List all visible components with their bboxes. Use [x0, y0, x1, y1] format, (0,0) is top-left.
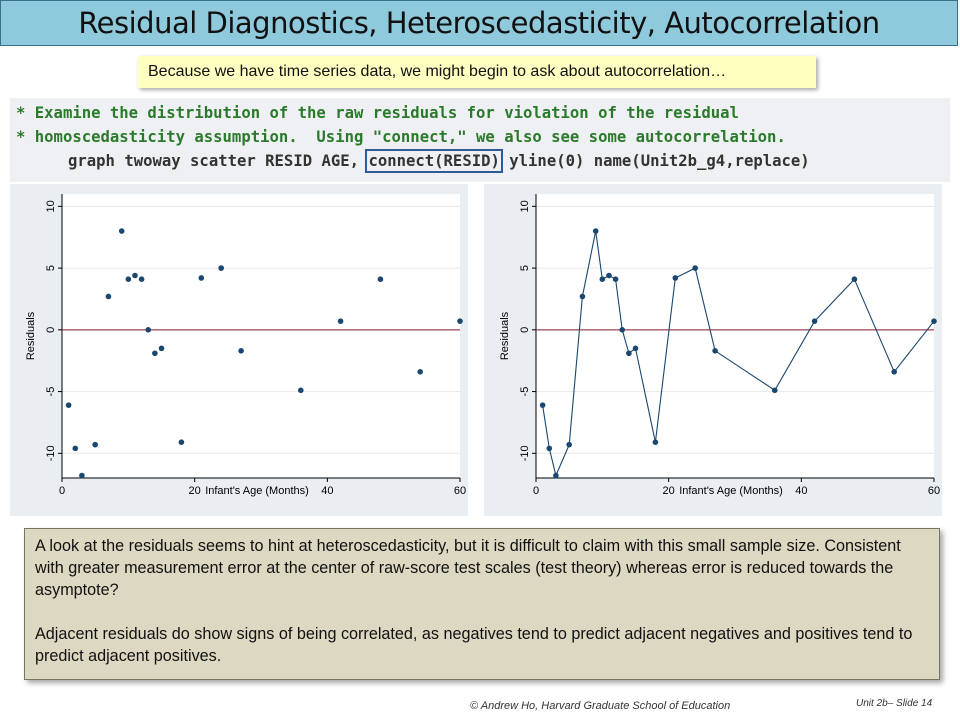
residual-point: [132, 273, 138, 279]
slide-title-bar: [0, 0, 958, 46]
residual-point: [72, 446, 78, 452]
residual-point: [92, 442, 98, 448]
autocorrelation-callout: Because we have time series data, we might begin to ask about autocorrelation…: [138, 56, 816, 88]
residual-point: [378, 276, 384, 282]
y-tick-label: -10: [45, 445, 57, 462]
y-axis-title: Residuals: [25, 311, 37, 361]
residual-point: [812, 318, 818, 324]
notes-paragraph-autocorrelation: Adjacent residuals do show signs of being correlated, as negatives tend to predict adjacent negatives and positives tend to predict adjacent positives.: [35, 625, 913, 665]
residual-point: [931, 318, 937, 324]
residual-point: [79, 473, 85, 479]
residual-point: [633, 346, 639, 352]
scatter-plot: [10, 184, 468, 516]
stata-code-block: [10, 98, 950, 182]
residual-point: [626, 350, 632, 356]
residual-point: [540, 402, 546, 408]
residual-point: [580, 294, 586, 300]
residual-point: [218, 265, 224, 271]
footer-credit: © Andrew Ho, Harvard Graduate School of Education: [470, 700, 731, 712]
residual-point: [772, 388, 778, 394]
residual-point: [66, 402, 72, 408]
residual-point: [139, 276, 145, 282]
y-tick-label: -5: [45, 386, 57, 397]
x-tick-label: 60: [927, 485, 941, 497]
y-tick-label: 0: [45, 326, 57, 333]
y-tick-label: -5: [519, 386, 531, 397]
residual-point: [606, 273, 612, 279]
notes-paragraph-heteroscedasticity: A look at the residuals seems to hint at heteroscedasticity, but it is difficult to claim with this small sample size. Consistent with greater measurement error at the center of raw-score test scales (test theory) whereas error is reduced towards the asymptote?: [35, 537, 901, 599]
plot-area: [536, 194, 934, 478]
residual-point: [593, 228, 599, 234]
connected-line-plot: [484, 184, 942, 516]
y-axis-title: Residuals: [499, 311, 511, 361]
code-connect-option-highlight: connect(RESID): [368, 152, 500, 170]
residual-point: [653, 439, 659, 445]
connected-graph-panel: [484, 184, 942, 516]
residual-point: [238, 348, 244, 354]
code-command-end: yline(0) name(Unit2b_g4,replace): [499, 152, 810, 170]
residual-point: [126, 276, 132, 282]
x-tick-label: 60: [453, 485, 467, 497]
residual-point: [553, 473, 559, 479]
x-tick-label: 0: [532, 485, 540, 497]
x-tick-label: 0: [58, 485, 66, 497]
residual-point: [600, 276, 606, 282]
residual-point: [179, 439, 185, 445]
y-tick-label: 5: [45, 265, 57, 272]
residual-point: [159, 346, 165, 352]
residual-point: [199, 275, 205, 281]
y-tick-label: 0: [519, 326, 531, 333]
slide-title: Residual Diagnostics, Heteroscedasticity, Autocorrelation: [78, 6, 880, 40]
scatter-graph-panel: [10, 184, 468, 516]
code-command-start: graph twoway scatter RESID AGE,: [68, 152, 369, 170]
residual-point: [619, 327, 625, 333]
residual-point: [119, 228, 125, 234]
y-tick-label: 5: [519, 265, 531, 272]
residual-point: [566, 442, 572, 448]
residual-point: [546, 446, 552, 452]
footer-slide-number: Unit 2b– Slide 14: [856, 698, 933, 709]
residual-point: [338, 318, 344, 324]
y-tick-label: 10: [519, 200, 531, 213]
residual-point: [712, 348, 718, 354]
residual-point: [417, 369, 423, 375]
plot-area: [62, 194, 460, 478]
residual-point: [852, 276, 858, 282]
x-tick-label: 40: [321, 485, 334, 497]
residual-point: [298, 388, 304, 394]
x-tick-label: 40: [795, 485, 808, 497]
residual-point: [673, 275, 679, 281]
residual-point: [152, 350, 158, 356]
residual-point: [457, 318, 463, 324]
code-comment-line-1: * Examine the distribution of the raw residuals for violation of the residual: [16, 104, 739, 122]
x-tick-label: 20: [188, 485, 201, 497]
residual-point: [613, 276, 619, 282]
x-tick-label: 20: [662, 485, 675, 497]
code-comment-line-2: * homoscedasticity assumption. Using "connect," we also see some autocorrelation.: [16, 128, 786, 146]
residual-point: [106, 294, 112, 300]
residual-point: [145, 327, 151, 333]
interpretation-notes: [24, 528, 940, 680]
x-axis-title: Infant's Age (Months): [679, 485, 783, 497]
residual-point: [891, 369, 897, 375]
y-tick-label: 10: [45, 200, 57, 213]
x-axis-title: Infant's Age (Months): [205, 485, 309, 497]
code-command-line: [68, 152, 810, 170]
y-tick-label: -10: [519, 445, 531, 462]
residual-point: [692, 265, 698, 271]
